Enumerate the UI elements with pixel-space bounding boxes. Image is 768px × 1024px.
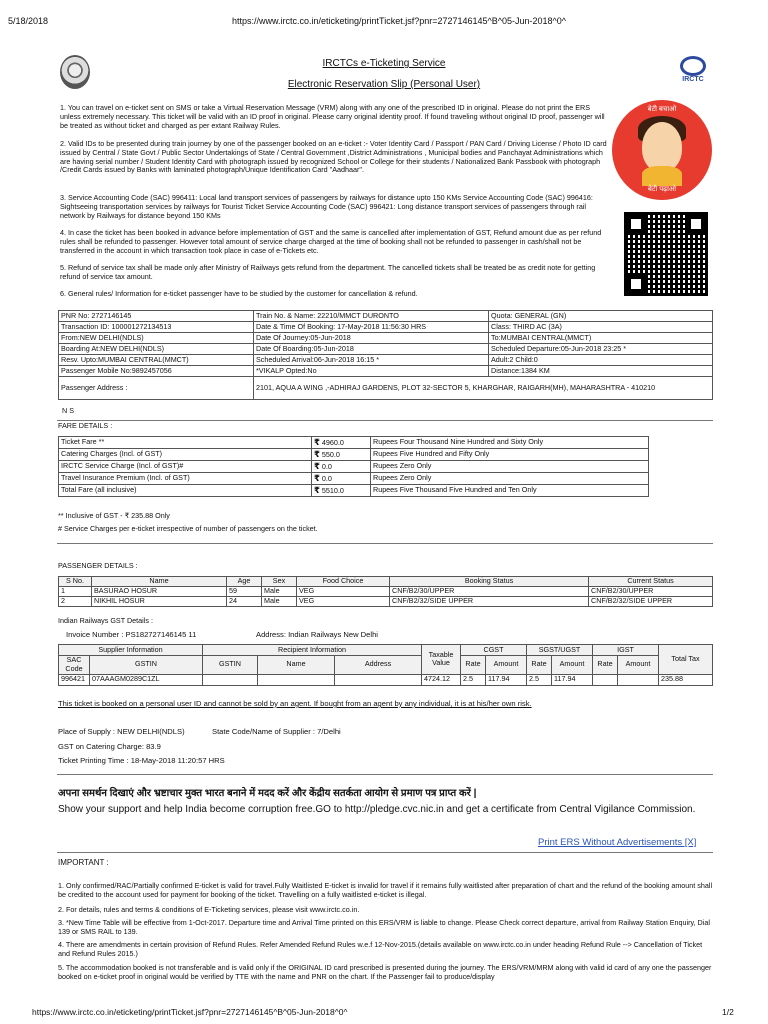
recipient-info-header: Recipient Information [203, 645, 422, 656]
address-label: Passenger Address : [59, 377, 254, 400]
irctc-logo [673, 56, 713, 92]
supplier-gstin-header: GSTIN [90, 656, 203, 675]
table-row [59, 597, 713, 607]
fare-amount-value: 0.0 [321, 462, 332, 472]
recipient-address-header: Address [335, 656, 422, 675]
table-row [59, 322, 713, 333]
table-row [59, 377, 713, 400]
igst-amount-header: Amount [618, 656, 659, 675]
pax-food: VEG [297, 587, 390, 597]
irctc-logo-text: IRCTC [682, 76, 704, 83]
recipient-name [258, 674, 335, 685]
rupee-icon: ₹ [314, 449, 320, 460]
rupee-icon: ₹ [314, 473, 320, 484]
fare-amount-value: 0.0 [321, 474, 332, 484]
fare-words: Rupees Five Hundred and Fifty Only [371, 449, 649, 461]
print-without-ads-link[interactable]: Print ERS Without Advertisements [X] [538, 837, 697, 848]
table-row [59, 485, 649, 497]
quota-cell: Quota: GENERAL (GN) [489, 311, 713, 322]
rupee-icon: ₹ [314, 461, 320, 472]
table-header-row [59, 656, 713, 675]
cgst-header: CGST [461, 645, 527, 656]
pax-booking-status: CNF/B2/30/UPPER [390, 587, 589, 597]
train-cell: Train No. & Name: 22210/MMCT DURONTO [254, 311, 489, 322]
girl-dress-icon [642, 166, 682, 186]
print-date: 5/18/2018 [8, 16, 49, 26]
fare-label: IRCTC Service Charge (Incl. of GST)# [59, 461, 312, 473]
taxable-value: 4724.12 [422, 674, 461, 685]
sac-code-header: SAC Code [59, 656, 90, 675]
sgst-amount: 117.94 [552, 674, 593, 685]
irctc-logo-icon [680, 56, 706, 76]
taxable-value-header: Taxable Value [422, 645, 461, 675]
transaction-cell: Transaction ID: 100001272134513 [59, 322, 254, 333]
table-row [59, 366, 713, 377]
pax-sno: 2 [59, 597, 92, 607]
table-row [59, 333, 713, 344]
vigilance-text: Show your support and help India become corruption free.GO to http://pledge.cvc.nic.in and get a certificate from Central Vigilance Commission. [58, 804, 696, 815]
recipient-address [335, 674, 422, 685]
footer-url: https://www.irctc.co.in/eticketing/printTicket.jsf?pnr=2727146145^B^05-Jun-2018^0^ [32, 1007, 348, 1017]
fare-amount [312, 437, 371, 449]
gst-catering: GST on Catering Charge: 83.9 [58, 742, 161, 751]
pax-sex: Male [262, 587, 297, 597]
pax-age: 24 [227, 597, 262, 607]
passenger-table [58, 576, 713, 607]
recipient-gstin-header: GSTIN [203, 656, 258, 675]
total-tax-header: Total Tax [659, 645, 713, 675]
instruction-1: 1. You can travel on e-ticket sent on SMS or take a Virtual Reservation Message (VRM) along with any one of the prescribed ID in original. Please do not print the ERS unless extremely necessary. This ticket will be valid with an ID proof in original. Please carry original identity proof. If found traveling without original ID proof, passenger will be treated as without ticket and charged as per extant Railway Rules. [60, 103, 605, 130]
table-row [59, 437, 649, 449]
gst-inclusive-note: ** Inclusive of GST - ₹ 235.88 Only [58, 511, 170, 520]
divider [57, 543, 713, 544]
important-3: 3. *New Time Table will be effective from 1-Oct-2017. Departure time and Arrival Time printed on this ERS/VRM is liable to change. Please Check correct departure, arrival from Railway Station Enquiry, Dial 139 or SMS RAIL to 139. [58, 918, 710, 936]
table-row [59, 461, 649, 473]
table-row [59, 449, 649, 461]
fare-words: Rupees Zero Only [371, 473, 649, 485]
cgst-amount: 117.94 [486, 674, 527, 685]
pax-name: NIKHIL HOSUR [92, 597, 227, 607]
fare-words: Rupees Zero Only [371, 461, 649, 473]
table-row [59, 587, 713, 597]
departure-cell: Scheduled Departure:05-Jun-2018 23:25 * [489, 344, 713, 355]
col-name: Name [92, 577, 227, 587]
cgst-rate-header: Rate [461, 656, 486, 675]
passenger-details-title: PASSENGER DETAILS : [58, 561, 138, 570]
fare-amount-value: 4960.0 [321, 438, 344, 448]
sgst-amount-header: Amount [552, 656, 593, 675]
important-5: 5. The accommodation booked is not transferable and is valid only if the ORIGINAL ID card prescribed is presented during the journey. The ERS/VRM/MRM along with valid id card of any one the passenger booked on e-ticket proof in original would be verified by TTE with the name and PNR on the chart. If the Passenger fail to produce/display [58, 963, 712, 981]
fare-label: Travel Insurance Premium (Incl. of GST) [59, 473, 312, 485]
col-current-status: Current Status [589, 577, 713, 587]
ns-text: N S [62, 406, 74, 415]
pax-food: VEG [297, 597, 390, 607]
bbbp-top-text: बेटी बचाओ [647, 106, 677, 113]
fare-amount [312, 485, 371, 497]
igst-amount [618, 674, 659, 685]
beti-bachao-logo [612, 100, 712, 200]
gst-address: Address: Indian Railways New Delhi [256, 630, 378, 639]
table-header-row [59, 577, 713, 587]
table-row [59, 311, 713, 322]
service-charge-note: # Service Charges per e-ticket irrespective of number of passengers on the ticket. [58, 524, 318, 533]
supplier-gstin: 07AAAGM0289C1ZL [90, 674, 203, 685]
girl-face-icon [642, 122, 682, 172]
passenger-count-cell: Adult:2 Child:0 [489, 355, 713, 366]
fare-words: Rupees Four Thousand Nine Hundred and Sixty Only [371, 437, 649, 449]
important-1: 1. Only confirmed/RAC/Partially confirmed E-ticket is valid for travel.Fully Waitlisted E-ticket is invalid for travel if it remains fully waitlisted after preparation of chart and the refund of the booking amount shall be credited to the account used for payment for booking of the ticket. Travelling on a fully waitlisted e-ticket is illegal. [58, 881, 713, 899]
pax-booking-status: CNF/B2/32/SIDE UPPER [390, 597, 589, 607]
igst-header: IGST [593, 645, 659, 656]
col-sex: Sex [262, 577, 297, 587]
important-4: 4. There are amendments in certain provision of Refund Rules. Refer Amended Refund Rules w.e.f 12-Nov-2015.(details available on www.irctc.co.in under heading Refund Rule --> Cancellation of Ticket and Refund Rules 2015.) [58, 940, 703, 958]
agent-warning: This ticket is booked on a personal user ID and cannot be sold by an agent. If bought from an agent by any individual, it is at his/her own risk. [58, 699, 532, 708]
pax-current-status: CNF/B2/32/SIDE UPPER [589, 597, 713, 607]
important-2: 2. For details, rules and terms & conditions of E-Ticketing services, please visit www.irctc.co.in. [58, 905, 360, 914]
col-food: Food Choice [297, 577, 390, 587]
fare-details-title: FARE DETAILS : [58, 421, 113, 430]
ticket-printing-time: Ticket Printing Time : 18-May-2018 11:20:57 HRS [58, 756, 225, 765]
arrival-cell: Scheduled Arrival:06-Jun-2018 16:15 * [254, 355, 489, 366]
fare-amount-value: 550.0 [321, 450, 340, 460]
fare-table [58, 436, 649, 497]
booking-time-cell: Date & Time Of Booking: 17-May-2018 11:56:30 HRS [254, 322, 489, 333]
pax-age: 59 [227, 587, 262, 597]
fare-amount [312, 473, 371, 485]
qr-finder-icon [687, 215, 705, 233]
divider [57, 774, 713, 775]
fare-amount [312, 461, 371, 473]
to-cell: To:MUMBAI CENTRAL(MMCT) [489, 333, 713, 344]
fare-words: Rupees Five Thousand Five Hundred and Ten Only [371, 485, 649, 497]
table-row [59, 355, 713, 366]
instruction-5: 5. Refund of service tax shall be made only after Ministry of Railways gets refund from the department. The cancelled tickets shall be treated be as credit note for getting refund of service tax amount. [60, 263, 596, 281]
qr-code-icon [624, 212, 708, 296]
pnr-cell: PNR No: 2727146145 [59, 311, 254, 322]
important-title: IMPORTANT : [58, 858, 109, 867]
col-booking-status: Booking Status [390, 577, 589, 587]
table-row [59, 674, 713, 685]
gst-details-title: Indian Railways GST Details : [58, 616, 153, 625]
gst-table [58, 644, 713, 686]
supplier-info-header: Supplier Information [59, 645, 203, 656]
recipient-name-header: Name [258, 656, 335, 675]
invoice-number: Invoice Number : PS182727146145 11 [66, 630, 197, 639]
vigilance-hindi: अपना समर्थन दिखाएं और भ्रष्टाचार मुक्त भारत बनाने में मदद करें और केंद्रीय सतर्कता आयोग से प्रमाण पत्र प्राप्त करें | [58, 788, 477, 799]
resv-upto-cell: Resv. Upto:MUMBAI CENTRAL(MMCT) [59, 355, 254, 366]
address-value: 2101, AQUA A WING ,-ADHIRAJ GARDENS, PLOT 32-SECTOR 5, KHARGHAR, RAIGARH(MH), MAHARASHTRA - 410210 [254, 377, 713, 400]
sgst-header: SGST/UGST [527, 645, 593, 656]
rupee-icon: ₹ [314, 485, 320, 496]
cgst-amount-header: Amount [486, 656, 527, 675]
page-number: 1/2 [722, 1007, 734, 1017]
pax-sno: 1 [59, 587, 92, 597]
col-age: Age [227, 577, 262, 587]
qr-finder-icon [627, 275, 645, 293]
igst-rate [593, 674, 618, 685]
table-row [59, 473, 649, 485]
instruction-4: 4. In case the ticket has been booked in advance before implementation of GST and the same is cancelled after implementation of GST, Refund amount due as per refund rules shall be refunded to passenger. However total amount of service charge charged at the time of booking shall not be refunded to passenger in cash/shall not be transferred in the account in which transaction took place in case of e-Tickets etc. [60, 228, 602, 255]
fare-label: Total Fare (all inclusive) [59, 485, 312, 497]
sgst-rate-header: Rate [527, 656, 552, 675]
journey-date-cell: Date Of Journey:05-Jun-2018 [254, 333, 489, 344]
cgst-rate: 2.5 [461, 674, 486, 685]
vikalp-cell: *VIKALP Opted:No [254, 366, 489, 377]
sac-code: 996421 [59, 674, 90, 685]
fare-label: Catering Charges (Incl. of GST) [59, 449, 312, 461]
instruction-6: 6. General rules/ Information for e-ticket passenger have to be studied by the customer for cancellation & refund. [60, 289, 418, 298]
page-subtitle: Electronic Reservation Slip (Personal User) [287, 79, 481, 90]
col-sno: S No. [59, 577, 92, 587]
sgst-rate: 2.5 [527, 674, 552, 685]
divider [57, 852, 713, 853]
class-cell: Class: THIRD AC (3A) [489, 322, 713, 333]
divider [57, 420, 713, 421]
pax-sex: Male [262, 597, 297, 607]
boarding-date-cell: Date Of Boarding:05-Jun-2018 [254, 344, 489, 355]
fare-label: Ticket Fare ** [59, 437, 312, 449]
qr-finder-icon [627, 215, 645, 233]
recipient-gstin [203, 674, 258, 685]
pax-current-status: CNF/B2/30/UPPER [589, 587, 713, 597]
table-header-row [59, 645, 713, 656]
bbbp-bottom-text: बेटी पढ़ाओ [647, 186, 677, 193]
mobile-cell: Passenger Mobile No:9892457056 [59, 366, 254, 377]
table-row [59, 344, 713, 355]
boarding-cell: Boarding At:NEW DELHI(NDLS) [59, 344, 254, 355]
total-tax: 235.88 [659, 674, 713, 685]
from-cell: From:NEW DELHI(NDLS) [59, 333, 254, 344]
page-url: https://www.irctc.co.in/eticketing/printTicket.jsf?pnr=2727146145^B^05-Jun-2018^0^ [232, 16, 566, 26]
journey-details-table [58, 310, 713, 400]
igst-rate-header: Rate [593, 656, 618, 675]
rupee-icon: ₹ [314, 437, 320, 448]
instruction-2: 2. Valid IDs to be presented during train journey by one of the passenger booked on an e-ticket :- Voter Identity Card / Passport / PAN Card / Driving License / Photo ID card issued by Central / State Govt / Public Sector Undertakings of State / Central Government ,District Administrations , Municipal bodies and Panchayat Administrations which are having serial number / Student Identity Card with photograph issued by recognized School or College for their students / Nationalized Bank Passbook with photograph /Credit Cards issued by Banks with laminated photograph/Unique Identification Card "Aadhaar". [60, 139, 607, 175]
fare-amount [312, 449, 371, 461]
fare-amount-value: 5510.0 [321, 486, 344, 496]
instruction-3: 3. Service Accounting Code (SAC) 996411: Local land transport services of passengers by railways for distance upto 150 KMs Service Accounting Code (SAC) 996416: Sightseeing transportation services by railways for Tourist Ticket Service Accounting Code (SAC) 996421: Long distance transport services of passengers through rail network by Railways for distance beyond 150 KMs [60, 193, 593, 220]
pax-name: BASURAO HOSUR [92, 587, 227, 597]
place-of-supply: Place of Supply : NEW DELHI(NDLS) [58, 727, 185, 736]
page-title: IRCTCs e-Ticketing Service [322, 58, 446, 69]
distance-cell: Distance:1384 KM [489, 366, 713, 377]
state-code: State Code/Name of Supplier : 7/Delhi [212, 727, 341, 736]
